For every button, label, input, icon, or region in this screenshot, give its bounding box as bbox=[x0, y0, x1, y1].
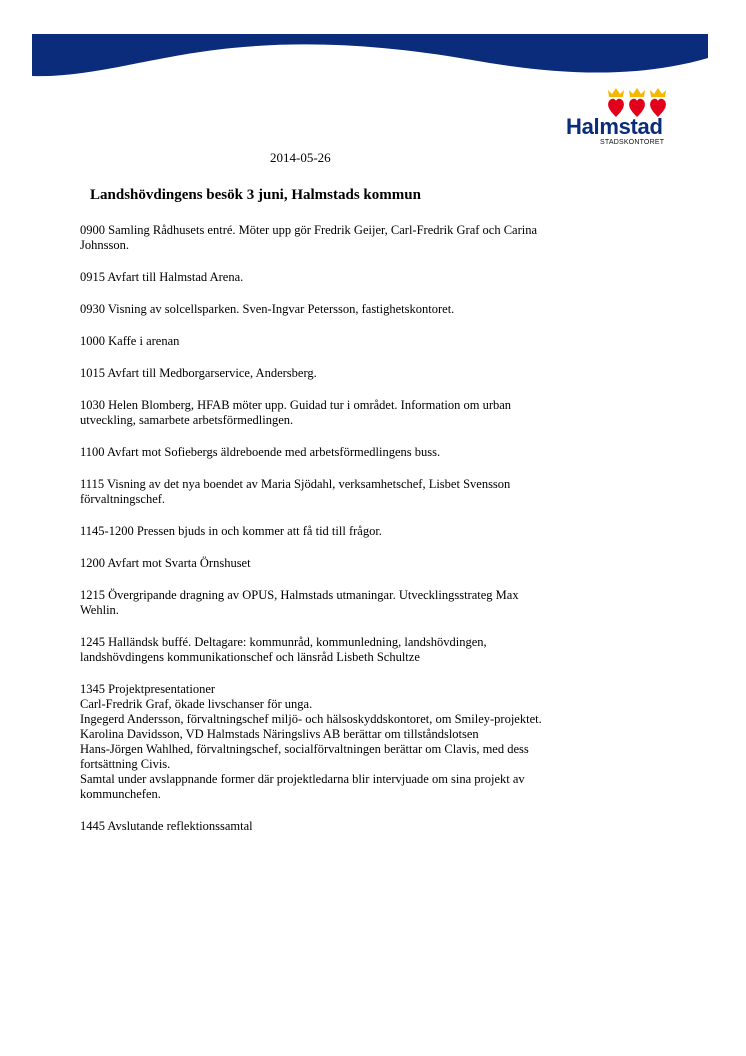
schedule-item-line: 1445 Avslutande reflektionssamtal bbox=[80, 819, 253, 833]
schedule-item bbox=[80, 682, 650, 802]
schedule-list bbox=[80, 223, 650, 851]
document-date: 2014-05-26 bbox=[270, 150, 331, 165]
schedule-item-line: utveckling, samarbete arbetsförmedlingen. bbox=[80, 413, 294, 427]
schedule-item-line: 1345 Projektpresentationer bbox=[80, 682, 216, 696]
schedule-item bbox=[80, 477, 650, 507]
schedule-item-line: Karolina Davidsson, VD Halmstads Näringslivs AB berättar om tillståndslotsen bbox=[80, 727, 479, 741]
schedule-item-line: Hans-Jörgen Wahlhed, förvaltningschef, socialförvaltningen berättar om Clavis, med dess bbox=[80, 742, 529, 756]
schedule-item-line: 1215 Övergripande dragning av OPUS, Halmstads utmaningar. Utvecklingsstrateg Max bbox=[80, 588, 519, 602]
schedule-item bbox=[80, 635, 650, 665]
schedule-item bbox=[80, 445, 650, 460]
schedule-item-line: 1200 Avfart mot Svarta Örnshuset bbox=[80, 556, 251, 570]
schedule-item-line: 1015 Avfart till Medborgarservice, Andersberg. bbox=[80, 366, 317, 380]
schedule-item-line: Carl-Fredrik Graf, ökade livschanser för unga. bbox=[80, 697, 313, 711]
schedule-item-line: 1145-1200 Pressen bjuds in och kommer att få tid till frågor. bbox=[80, 524, 382, 538]
schedule-item-line: 1115 Visning av det nya boendet av Maria Sjödahl, verksamhetschef, Lisbet Svensson bbox=[80, 477, 511, 491]
schedule-item-line: förvaltningschef. bbox=[80, 492, 166, 506]
schedule-item bbox=[80, 556, 650, 571]
schedule-item bbox=[80, 398, 650, 428]
schedule-item-line: 1030 Helen Blomberg, HFAB möter upp. Guidad tur i området. Information om urban bbox=[80, 398, 512, 412]
schedule-item bbox=[80, 302, 650, 317]
logo-subtitle: STADSKONTORET bbox=[600, 139, 665, 146]
schedule-item bbox=[80, 270, 650, 285]
schedule-item bbox=[80, 223, 650, 253]
schedule-item-line: Samtal under avslappnande former där projektledarna blir intervjuade om sina projekt av bbox=[80, 772, 525, 786]
halmstad-logo bbox=[562, 88, 678, 150]
schedule-item-line: Johnsson. bbox=[80, 238, 129, 252]
schedule-item-line: fortsättning Civis. bbox=[80, 757, 171, 771]
schedule-item-line: 0900 Samling Rådhusets entré. Möter upp gör Fredrik Geijer, Carl-Fredrik Graf och Carina bbox=[80, 223, 538, 237]
logo-wordmark: Halmstad bbox=[566, 114, 663, 139]
document-title: Landshövdingens besök 3 juni, Halmstads kommun bbox=[90, 187, 421, 203]
schedule-item-line: 0930 Visning av solcellsparken. Sven-Ingvar Petersson, fastighetskontoret. bbox=[80, 302, 455, 316]
schedule-item-line: Ingegerd Andersson, förvaltningschef miljö- och hälsoskyddskontoret, om Smiley-projektet. bbox=[80, 712, 542, 726]
schedule-item-line: 1000 Kaffe i arenan bbox=[80, 334, 180, 348]
schedule-item bbox=[80, 819, 650, 834]
schedule-item-line: Wehlin. bbox=[80, 603, 119, 617]
schedule-item-line: 1100 Avfart mot Sofiebergs äldreboende med arbetsförmedlingens buss. bbox=[80, 445, 441, 459]
schedule-item bbox=[80, 588, 650, 618]
schedule-item bbox=[80, 524, 650, 539]
schedule-item bbox=[80, 366, 650, 381]
schedule-item-line: landshövdingens kommunikationschef och länsråd Lisbeth Schultze bbox=[80, 650, 420, 664]
schedule-item-line: 1245 Halländsk buffé. Deltagare: kommunråd, kommunledning, landshövdingen, bbox=[80, 635, 487, 649]
schedule-item bbox=[80, 334, 650, 349]
header-banner bbox=[32, 34, 708, 78]
schedule-item-line: kommunchefen. bbox=[80, 787, 161, 801]
schedule-item-line: 0915 Avfart till Halmstad Arena. bbox=[80, 270, 244, 284]
